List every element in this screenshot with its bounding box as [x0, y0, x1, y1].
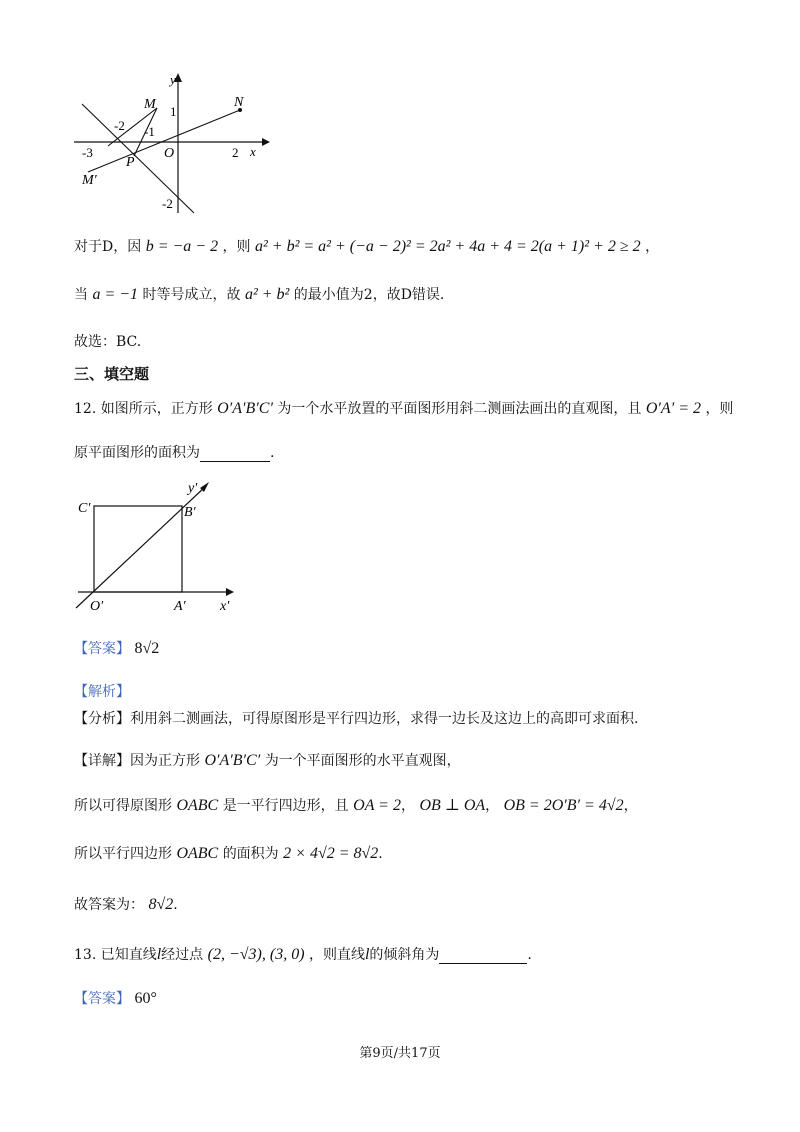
label-x-prime: x′ [220, 599, 230, 614]
choose-answer: 故选：BC. [74, 334, 142, 350]
tick-neg2: -2 [114, 118, 125, 133]
label-y: y [170, 72, 176, 87]
step2-end: . [378, 846, 383, 862]
q13-mid2: ，则直线 [308, 947, 365, 963]
fenxi-text: 利用斜二测画法，可得原图形是平行四边形，求得一边长及这边上的高即可求面积. [130, 711, 639, 727]
page-footer: 第9页/共17页 [359, 1046, 441, 1061]
step3-line [74, 896, 178, 914]
q12-line1 [74, 400, 733, 418]
analysis-line [74, 710, 638, 728]
answer-13-value: 60° [134, 990, 157, 1007]
xiangjie-pre: 因为正方形 [130, 753, 200, 769]
xiangjie-square: O′A′B′C′ [204, 752, 261, 769]
text-eq-suffix: 的最小值为2，故D错误. [293, 287, 445, 303]
label-x: x [250, 144, 256, 159]
answer-12-tag: 【答案】 [74, 641, 130, 657]
step1-oabc: OABC [176, 797, 219, 814]
step2-line [74, 845, 383, 863]
q12-answer-blank [200, 447, 270, 462]
label-p: P [126, 155, 135, 170]
equality-line [74, 286, 444, 304]
text-d-suffix: ， [645, 239, 660, 255]
square-figure [70, 470, 250, 620]
fenxi-tag: 【分析】 [74, 711, 130, 727]
math-eq-expr: a² + b² [244, 286, 290, 303]
math-d-expr: a² + b² = a² + (−a − 2)² = 2a² + 4a + 4 = 2(a + 1)² + 2 ≥ 2 [254, 238, 641, 255]
q12-mid: 为一个水平放置的平面图形用斜二测画法画出的直观图，且 [277, 401, 642, 417]
q13-l2: l [364, 946, 370, 963]
tick-neg3: -3 [82, 145, 93, 160]
tick-2: 2 [232, 145, 239, 160]
answer-13 [74, 990, 157, 1008]
label-y-prime: y′ [188, 481, 198, 496]
tick-neg1: -1 [144, 124, 155, 139]
q12-line2-text: 原平面图形的面积为 [74, 445, 200, 461]
tick-neg2-y: -2 [162, 196, 173, 211]
q13-post: 的倾斜角为 [369, 947, 440, 963]
q12-line2-end: . [270, 445, 275, 461]
xiangjie-post: 为一个平面图形的水平直观图， [264, 753, 461, 769]
step1-line [74, 797, 638, 815]
coordinate-figure [70, 68, 280, 218]
step1-comma2: ， [485, 798, 500, 814]
detail-line [74, 752, 461, 770]
math-eq-cond: a = −1 [92, 286, 139, 303]
label-m: M [144, 97, 156, 112]
q12-line2 [74, 444, 274, 462]
label-n: N [234, 95, 244, 110]
label-b-prime: B′ [184, 505, 196, 520]
q13-mid: 经过点 [161, 947, 204, 963]
q13-line [74, 946, 532, 964]
section-title: 三、填空题 [74, 365, 150, 383]
step3-eq: 8√2 [148, 896, 174, 913]
x-prime-arrow [226, 588, 234, 596]
step1-eq3: OB = 2O′B′ = 4√2 [503, 797, 624, 814]
xiangjie-tag: 【详解】 [74, 753, 130, 769]
q12-suffix: ，则 [705, 401, 734, 417]
step1-comma1: ， [400, 798, 415, 814]
q13-end: . [527, 947, 532, 963]
label-c-prime: C′ [78, 501, 91, 516]
label-o-prime: O′ [90, 599, 104, 614]
q13-pre: 13. 已知直线 [74, 947, 157, 963]
q13-l1: l [156, 946, 162, 963]
step2-pre: 所以平行四边形 [74, 846, 172, 862]
line-through-negatives [82, 104, 194, 213]
text-eq-prefix: 当 [74, 287, 88, 303]
q12-cond: O′A′ = 2 [645, 400, 701, 417]
answer-12 [74, 640, 159, 658]
q13-answer-blank [439, 949, 527, 964]
step2-mid: 的面积为 [222, 846, 279, 862]
solution-d-line [74, 238, 659, 256]
analysis-tag: 【解析】 [74, 684, 130, 700]
step1-mid: 是一平行四边形，且 [222, 798, 349, 814]
step3-pre: 故答案为： [74, 897, 144, 913]
answer-13-tag: 【答案】 [74, 991, 130, 1007]
tick-1: 1 [170, 104, 177, 119]
text-eq-mid: 时等号成立，故 [142, 287, 241, 303]
label-m-prime: M′ [82, 173, 97, 188]
step1-comma3: ， [623, 798, 638, 814]
x-axis-arrow [262, 138, 270, 146]
q12-number: 12. 如图所示，正方形 [74, 401, 213, 417]
text-d-prefix: 对于D，因 [74, 239, 142, 255]
step1-pre: 所以可得原图形 [74, 798, 172, 814]
step1-eq2: OB ⊥ OA [419, 797, 486, 814]
math-b-eq: b = −a − 2 [145, 238, 219, 255]
answer-12-value: 8√2 [134, 640, 160, 657]
step3-end: . [173, 897, 178, 913]
q13-points: (2, −√3), (3, 0) [207, 946, 305, 963]
q12-square: O′A′B′C′ [217, 400, 273, 417]
line-m-prime-n [88, 110, 240, 172]
label-a-prime: A′ [174, 599, 186, 614]
text-d-mid: ，则 [222, 239, 251, 255]
label-o: O [164, 146, 175, 161]
step1-eq1: OA = 2 [353, 797, 401, 814]
step2-eq: 2 × 4√2 = 8√2 [283, 845, 379, 862]
step2-oabc: OABC [176, 845, 219, 862]
